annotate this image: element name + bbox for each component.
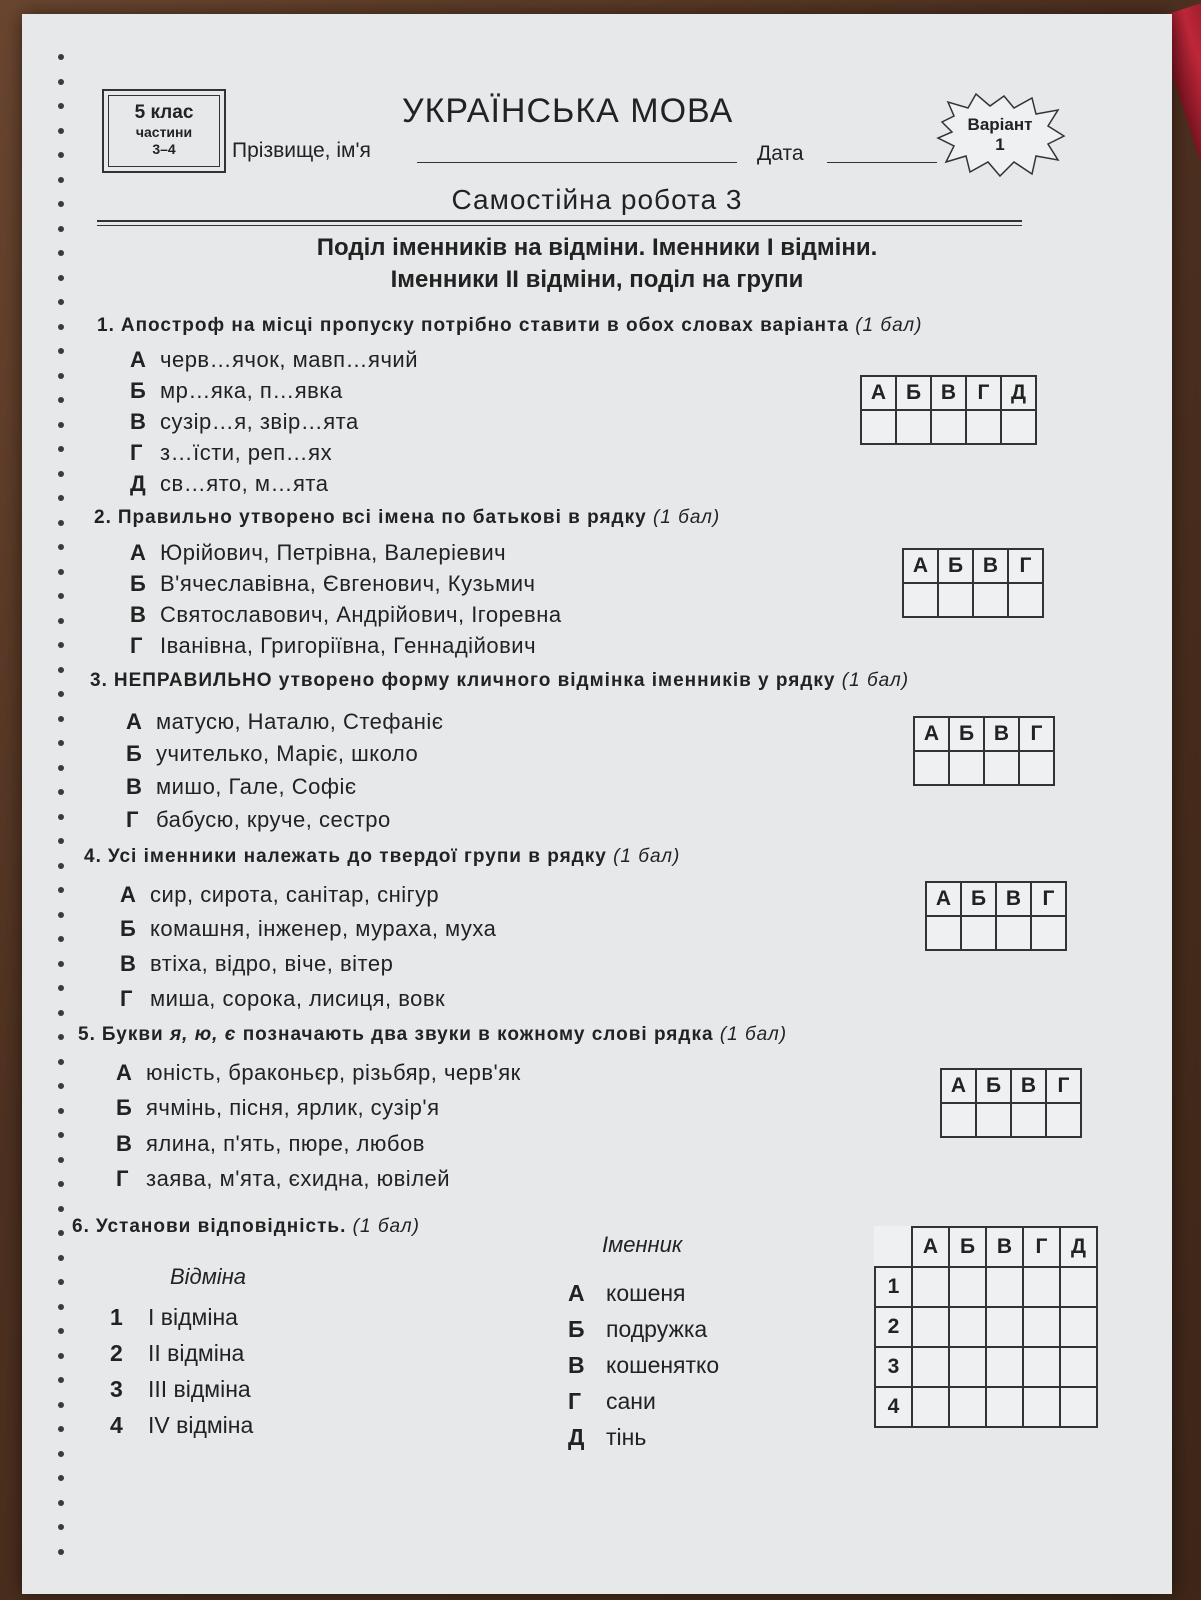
question-number: 1. bbox=[97, 315, 115, 336]
item-text: ІІ відміна bbox=[148, 1340, 245, 1366]
binding-hole-icon bbox=[58, 961, 64, 967]
q1-cell-e[interactable] bbox=[1001, 410, 1036, 444]
q1-option-e[interactable] bbox=[130, 471, 329, 497]
binding-hole-icon bbox=[58, 838, 64, 844]
option-text: з…їсти, реп…ях bbox=[160, 440, 333, 465]
binding-hole-icon bbox=[58, 1500, 64, 1506]
binding-hole-icon bbox=[58, 936, 64, 942]
q5-cell-a[interactable] bbox=[941, 1103, 976, 1137]
q1-col-a: А bbox=[861, 376, 896, 410]
question-letters: я, ю, є bbox=[169, 1024, 237, 1045]
binding-hole-icon bbox=[58, 299, 64, 305]
item-number: 1 bbox=[110, 1304, 123, 1330]
item-text: ІІІ відміна bbox=[148, 1376, 251, 1402]
option-letter: А bbox=[126, 709, 143, 734]
option-text: сузір…я, звір…ята bbox=[160, 409, 359, 434]
option-letter: Г bbox=[130, 633, 143, 658]
q3-option-c[interactable] bbox=[126, 774, 357, 800]
grid-cell[interactable] bbox=[1023, 1307, 1060, 1347]
option-text: учителько, Маріє, школо bbox=[156, 741, 419, 766]
q1-option-a[interactable] bbox=[130, 347, 418, 373]
binding-hole-icon bbox=[58, 765, 64, 771]
item-letter: Г bbox=[568, 1388, 582, 1414]
grid-cell[interactable] bbox=[949, 1387, 986, 1427]
binding-hole-icon bbox=[58, 226, 64, 232]
q1-cell-b[interactable] bbox=[896, 410, 931, 444]
item-number: 2 bbox=[110, 1340, 123, 1366]
binding-hole-icon bbox=[58, 814, 64, 820]
option-text: юність, браконьєр, різьбяр, черв'як bbox=[146, 1060, 521, 1085]
item-text: IV відміна bbox=[148, 1412, 254, 1438]
q2-cell-b[interactable] bbox=[938, 583, 973, 617]
q4-option-d[interactable] bbox=[120, 986, 445, 1012]
q4-answer-grid bbox=[925, 881, 1067, 951]
q1-col-c: В bbox=[931, 376, 966, 410]
grid-col-d: Г bbox=[1023, 1227, 1060, 1267]
grid-row-2: 2 bbox=[875, 1307, 912, 1347]
q3-col-c: В bbox=[984, 717, 1019, 751]
q4-option-b[interactable] bbox=[120, 916, 496, 942]
grid-cell[interactable] bbox=[986, 1387, 1023, 1427]
q5-cell-d[interactable] bbox=[1046, 1103, 1081, 1137]
binding-hole-icon bbox=[58, 128, 64, 134]
binding-hole-icon bbox=[58, 985, 64, 991]
binding-hole-icon bbox=[58, 1108, 64, 1114]
option-letter: Г bbox=[120, 986, 133, 1011]
option-letter: Г bbox=[116, 1166, 129, 1191]
item-text: сани bbox=[606, 1388, 656, 1414]
grid-cell[interactable] bbox=[912, 1267, 949, 1307]
grid-cell[interactable] bbox=[912, 1387, 949, 1427]
q2-option-a[interactable] bbox=[130, 540, 506, 566]
question-text: утворено форму кличного відмінка іменників у рядку bbox=[278, 670, 836, 691]
q3-col-b: Б bbox=[949, 717, 984, 751]
q5-cell-b[interactable] bbox=[976, 1103, 1011, 1137]
grid-row-4: 4 bbox=[875, 1387, 912, 1427]
item-number: 4 bbox=[110, 1412, 123, 1438]
topic-line-1: Поділ іменників на відміни. Іменники І відміни. bbox=[316, 234, 878, 261]
noun-e bbox=[568, 1424, 646, 1451]
option-text: миша, сорока, лисиця, вовк bbox=[150, 986, 446, 1011]
binding-hole-icon bbox=[58, 348, 64, 354]
option-letter: А bbox=[130, 540, 147, 565]
option-text: ячмінь, пісня, ярлик, сузір'я bbox=[146, 1095, 440, 1120]
q1-cell-c[interactable] bbox=[931, 410, 966, 444]
option-text: заява, м'ята, єхидна, ювілей bbox=[146, 1166, 451, 1191]
binding-hole-icon bbox=[58, 1353, 64, 1359]
noun-b bbox=[568, 1316, 707, 1343]
question-number: 6. bbox=[72, 1216, 90, 1237]
binding-hole-icon bbox=[58, 642, 64, 648]
option-text: св…ято, м…ята bbox=[160, 471, 329, 496]
question-text: Апостроф на місці пропуску потрібно ставити в обох словах варіанта bbox=[120, 315, 849, 336]
q5-option-a[interactable] bbox=[116, 1060, 521, 1086]
matching-left-header: Відміна bbox=[170, 1264, 247, 1289]
question-text: позначають два звуки в кожному слові рядка bbox=[242, 1024, 714, 1045]
question-points: (1 бал) bbox=[352, 1216, 420, 1237]
binding-hole-icon bbox=[58, 1279, 64, 1285]
variant-number: 1 bbox=[995, 135, 1005, 154]
grid-cell[interactable] bbox=[949, 1267, 986, 1307]
q4-cell-b[interactable] bbox=[961, 916, 996, 950]
q3-cell-d[interactable] bbox=[1019, 751, 1054, 785]
header-divider bbox=[97, 220, 1022, 222]
binding-hole-icon bbox=[58, 1132, 64, 1138]
option-text: черв…ячок, мавп…ячий bbox=[160, 347, 418, 372]
q2-col-d: Г bbox=[1008, 549, 1043, 583]
binding-hole-icon bbox=[58, 1059, 64, 1065]
grid-row-3: 3 bbox=[875, 1347, 912, 1387]
binding-hole-icon bbox=[58, 79, 64, 85]
q2-option-c[interactable] bbox=[130, 602, 562, 628]
grid-cell[interactable] bbox=[912, 1347, 949, 1387]
option-letter: Д bbox=[130, 471, 147, 496]
name-field[interactable] bbox=[417, 162, 737, 163]
binding-hole-icon bbox=[58, 569, 64, 575]
q5-answer-grid bbox=[940, 1068, 1082, 1138]
date-field[interactable] bbox=[827, 162, 937, 163]
binding-hole-icon bbox=[58, 324, 64, 330]
variant-badge bbox=[934, 92, 1066, 178]
grid-cell[interactable] bbox=[986, 1267, 1023, 1307]
binding-hole-icon bbox=[58, 103, 64, 109]
option-letter: Б bbox=[130, 571, 147, 596]
grid-col-e: Д bbox=[1060, 1227, 1097, 1267]
option-text: комашня, інженер, мураха, муха bbox=[150, 916, 497, 941]
q3-option-a[interactable] bbox=[126, 709, 444, 735]
binding-hole-icon bbox=[58, 618, 64, 624]
q3-option-b[interactable] bbox=[126, 741, 418, 767]
q4-col-a: А bbox=[926, 882, 961, 916]
option-text: бабусю, круче, сестро bbox=[156, 807, 391, 832]
q2-col-a: А bbox=[903, 549, 938, 583]
q5-option-c[interactable] bbox=[116, 1131, 425, 1157]
binding-hole-icon bbox=[58, 152, 64, 158]
binding-hole-icon bbox=[58, 1255, 64, 1261]
grid-cell[interactable] bbox=[1023, 1387, 1060, 1427]
item-text: І відміна bbox=[148, 1304, 238, 1330]
q5-cell-c[interactable] bbox=[1011, 1103, 1046, 1137]
binding-hole-icon bbox=[58, 471, 64, 477]
q3-col-d: Г bbox=[1019, 717, 1054, 751]
q1-cell-a[interactable] bbox=[861, 410, 896, 444]
q3-col-a: А bbox=[914, 717, 949, 751]
item-letter: Б bbox=[568, 1316, 585, 1342]
worksheet-page bbox=[22, 14, 1172, 1594]
binding-hole-icon bbox=[58, 1328, 64, 1334]
option-letter: В bbox=[116, 1131, 133, 1156]
binding-hole-icon bbox=[58, 716, 64, 722]
grid-cell[interactable] bbox=[949, 1347, 986, 1387]
q1-option-c[interactable] bbox=[130, 409, 359, 435]
item-letter: В bbox=[568, 1352, 585, 1378]
binding-hole-icon bbox=[58, 397, 64, 403]
q1-option-d[interactable] bbox=[130, 440, 332, 466]
name-label: Прізвище, ім'я bbox=[232, 139, 371, 162]
option-letter: Б bbox=[120, 916, 137, 941]
binding-hole-icon bbox=[58, 177, 64, 183]
q2-cell-d[interactable] bbox=[1008, 583, 1043, 617]
binding-hole-icon bbox=[58, 912, 64, 918]
question-4 bbox=[84, 846, 680, 868]
q5-col-c: В bbox=[1011, 1069, 1046, 1103]
q4-col-b: Б bbox=[961, 882, 996, 916]
binding-hole-icon bbox=[58, 1524, 64, 1530]
matching-answer-grid bbox=[874, 1226, 1098, 1428]
binding-hole-icon bbox=[58, 495, 64, 501]
header-divider-thin bbox=[97, 225, 1022, 226]
q1-col-d: Г bbox=[966, 376, 1001, 410]
binding-hole-icon bbox=[58, 1206, 64, 1212]
option-text: втіха, відро, віче, вітер bbox=[150, 951, 394, 976]
binding-hole-icon bbox=[58, 1083, 64, 1089]
question-points: (1 бал) bbox=[855, 315, 923, 336]
option-text: В'ячеславівна, Євгенович, Кузьмич bbox=[160, 571, 536, 596]
question-text-pre: Букви bbox=[101, 1024, 164, 1045]
q2-option-b[interactable] bbox=[130, 571, 536, 597]
q4-cell-c[interactable] bbox=[996, 916, 1031, 950]
question-points: (1 бал) bbox=[841, 670, 910, 691]
q3-option-d[interactable] bbox=[126, 807, 391, 833]
q5-col-a: А bbox=[941, 1069, 976, 1103]
noun-c bbox=[568, 1352, 719, 1379]
item-text: подружка bbox=[606, 1316, 708, 1342]
option-letter: А bbox=[120, 882, 137, 907]
work-title: Самостійна робота 3 bbox=[451, 184, 743, 215]
q1-col-b: Б bbox=[896, 376, 931, 410]
grid-cell[interactable] bbox=[1060, 1267, 1097, 1307]
question-points: (1 бал) bbox=[652, 507, 721, 528]
grade-label: 5 клас bbox=[134, 102, 194, 123]
binding-hole-icon bbox=[58, 1304, 64, 1310]
option-letter: Б bbox=[126, 741, 143, 766]
binding-hole-icon bbox=[58, 446, 64, 452]
q1-cell-d[interactable] bbox=[966, 410, 1001, 444]
option-letter: В bbox=[130, 409, 147, 434]
option-text: мишо, Гале, Софіє bbox=[156, 774, 357, 799]
q3-cell-c[interactable] bbox=[984, 751, 1019, 785]
parts-range: 3–4 bbox=[152, 141, 176, 157]
question-number: 2. bbox=[94, 507, 112, 528]
binding-hole-icon bbox=[58, 544, 64, 550]
grid-cell[interactable] bbox=[1060, 1387, 1097, 1427]
binding-hole-icon bbox=[58, 667, 64, 673]
option-text: Святославович, Андрійович, Ігоревна bbox=[160, 602, 562, 627]
topic-line-2: Іменники ІІ відміни, поділ на групи bbox=[390, 266, 804, 293]
q3-cell-b[interactable] bbox=[949, 751, 984, 785]
subject-title: УКРАЇНСЬКА МОВА bbox=[402, 92, 734, 130]
binding-hole-icon bbox=[58, 1451, 64, 1457]
option-letter: А bbox=[130, 347, 147, 372]
q2-cell-c[interactable] bbox=[973, 583, 1008, 617]
binding-hole-icon bbox=[58, 520, 64, 526]
binding-hole-icon bbox=[58, 1549, 64, 1555]
q2-answer-grid bbox=[902, 548, 1044, 618]
grid-cell[interactable] bbox=[1060, 1307, 1097, 1347]
binding-hole-icon bbox=[58, 1157, 64, 1163]
item-letter: Д bbox=[568, 1424, 585, 1450]
grid-cell[interactable] bbox=[1023, 1347, 1060, 1387]
noun-a bbox=[568, 1280, 686, 1307]
binding-hole-icon bbox=[58, 1426, 64, 1432]
item-number: 3 bbox=[110, 1376, 123, 1402]
option-text: Іванівна, Григоріївна, Геннадійович bbox=[160, 633, 537, 658]
binding-hole-icon bbox=[58, 54, 64, 60]
question-text: Установи відповідність. bbox=[95, 1216, 347, 1237]
binding-hole-icon bbox=[58, 1034, 64, 1040]
q5-option-b[interactable] bbox=[116, 1095, 440, 1121]
option-letter: Б bbox=[130, 378, 147, 403]
binding-hole-icon bbox=[58, 691, 64, 697]
q1-option-b[interactable] bbox=[130, 378, 343, 404]
q4-col-c: В bbox=[996, 882, 1031, 916]
q1-answer-grid bbox=[860, 375, 1037, 445]
option-text: ялина, п'ять, пюре, любов bbox=[146, 1131, 425, 1156]
option-letter: В bbox=[130, 602, 147, 627]
item-text: кошенятко bbox=[606, 1352, 720, 1378]
binding-hole-icon bbox=[58, 593, 64, 599]
question-number: 4. bbox=[84, 846, 102, 867]
q5-col-d: Г bbox=[1046, 1069, 1081, 1103]
grid-cell[interactable] bbox=[986, 1307, 1023, 1347]
q5-col-b: Б bbox=[976, 1069, 1011, 1103]
question-3 bbox=[90, 670, 909, 692]
binding-hole-icon bbox=[58, 1230, 64, 1236]
option-letter: Г bbox=[130, 440, 143, 465]
declension-2 bbox=[110, 1340, 244, 1367]
option-text: сир, сирота, санітар, снігур bbox=[150, 882, 440, 907]
grid-col-c: В bbox=[986, 1227, 1023, 1267]
declension-3 bbox=[110, 1376, 251, 1403]
question-text: Правильно утворено всі імена по батькові в рядку bbox=[117, 507, 647, 528]
q4-cell-a[interactable] bbox=[926, 916, 961, 950]
declension-1 bbox=[110, 1304, 238, 1331]
q3-cell-a[interactable] bbox=[914, 751, 949, 785]
question-points: (1 бал) bbox=[613, 846, 681, 867]
grid-col-a: А bbox=[912, 1227, 949, 1267]
grid-row-1: 1 bbox=[875, 1267, 912, 1307]
option-letter: Г bbox=[126, 807, 139, 832]
q2-option-d[interactable] bbox=[130, 633, 536, 659]
grid-corner bbox=[875, 1227, 912, 1267]
option-letter: В bbox=[126, 774, 143, 799]
binding-hole-icon bbox=[58, 1475, 64, 1481]
grade-box bbox=[102, 89, 226, 173]
item-text: тінь bbox=[606, 1424, 647, 1450]
q1-col-e: Д bbox=[1001, 376, 1036, 410]
question-number: 5. bbox=[78, 1024, 96, 1045]
grid-cell[interactable] bbox=[986, 1347, 1023, 1387]
question-number: 3. bbox=[90, 670, 108, 691]
q2-cell-a[interactable] bbox=[903, 583, 938, 617]
binding-hole-icon bbox=[58, 422, 64, 428]
noun-d bbox=[568, 1388, 656, 1415]
q4-option-c[interactable] bbox=[120, 951, 393, 977]
binding-hole-icon bbox=[58, 1377, 64, 1383]
matching-right-header: Іменник bbox=[602, 1232, 683, 1257]
q2-col-c: В bbox=[973, 549, 1008, 583]
variant-label: Варіант bbox=[967, 115, 1033, 134]
grid-col-b: Б bbox=[949, 1227, 986, 1267]
grid-cell[interactable] bbox=[912, 1307, 949, 1347]
question-emphasis: НЕПРАВИЛЬНО bbox=[113, 670, 273, 691]
binding-hole-icon bbox=[58, 1181, 64, 1187]
option-text: мр…яка, п…явка bbox=[160, 378, 343, 403]
binding-hole-icon bbox=[58, 1010, 64, 1016]
binding-hole-icon bbox=[58, 1402, 64, 1408]
grid-cell[interactable] bbox=[1023, 1267, 1060, 1307]
option-letter: А bbox=[116, 1060, 133, 1085]
question-6 bbox=[72, 1216, 420, 1238]
binding-hole-icon bbox=[58, 740, 64, 746]
date-label: Дата bbox=[757, 142, 804, 165]
grid-cell[interactable] bbox=[1060, 1347, 1097, 1387]
binding-hole-icon bbox=[58, 887, 64, 893]
q4-col-d: Г bbox=[1031, 882, 1066, 916]
question-text: Усі іменники належать до твердої групи в рядку bbox=[107, 846, 607, 867]
binding-hole-icon bbox=[58, 863, 64, 869]
binding-hole-icon bbox=[58, 373, 64, 379]
grid-cell[interactable] bbox=[949, 1307, 986, 1347]
question-5 bbox=[78, 1024, 787, 1046]
q2-col-b: Б bbox=[938, 549, 973, 583]
q3-answer-grid bbox=[913, 716, 1055, 786]
q4-option-a[interactable] bbox=[120, 882, 439, 908]
declension-4 bbox=[110, 1412, 253, 1439]
item-letter: А bbox=[568, 1280, 585, 1306]
option-letter: Б bbox=[116, 1095, 133, 1120]
option-text: матусю, Наталю, Стефаніє bbox=[156, 709, 444, 734]
binding-hole-icon bbox=[58, 789, 64, 795]
q4-cell-d[interactable] bbox=[1031, 916, 1066, 950]
q5-option-d[interactable] bbox=[116, 1166, 450, 1192]
question-points: (1 бал) bbox=[719, 1024, 788, 1045]
option-letter: В bbox=[120, 951, 137, 976]
option-text: Юрійович, Петрівна, Валеріевич bbox=[160, 540, 507, 565]
question-1 bbox=[97, 315, 922, 337]
item-text: кошеня bbox=[606, 1280, 686, 1306]
question-2 bbox=[94, 507, 720, 529]
parts-label: частини bbox=[135, 124, 193, 140]
